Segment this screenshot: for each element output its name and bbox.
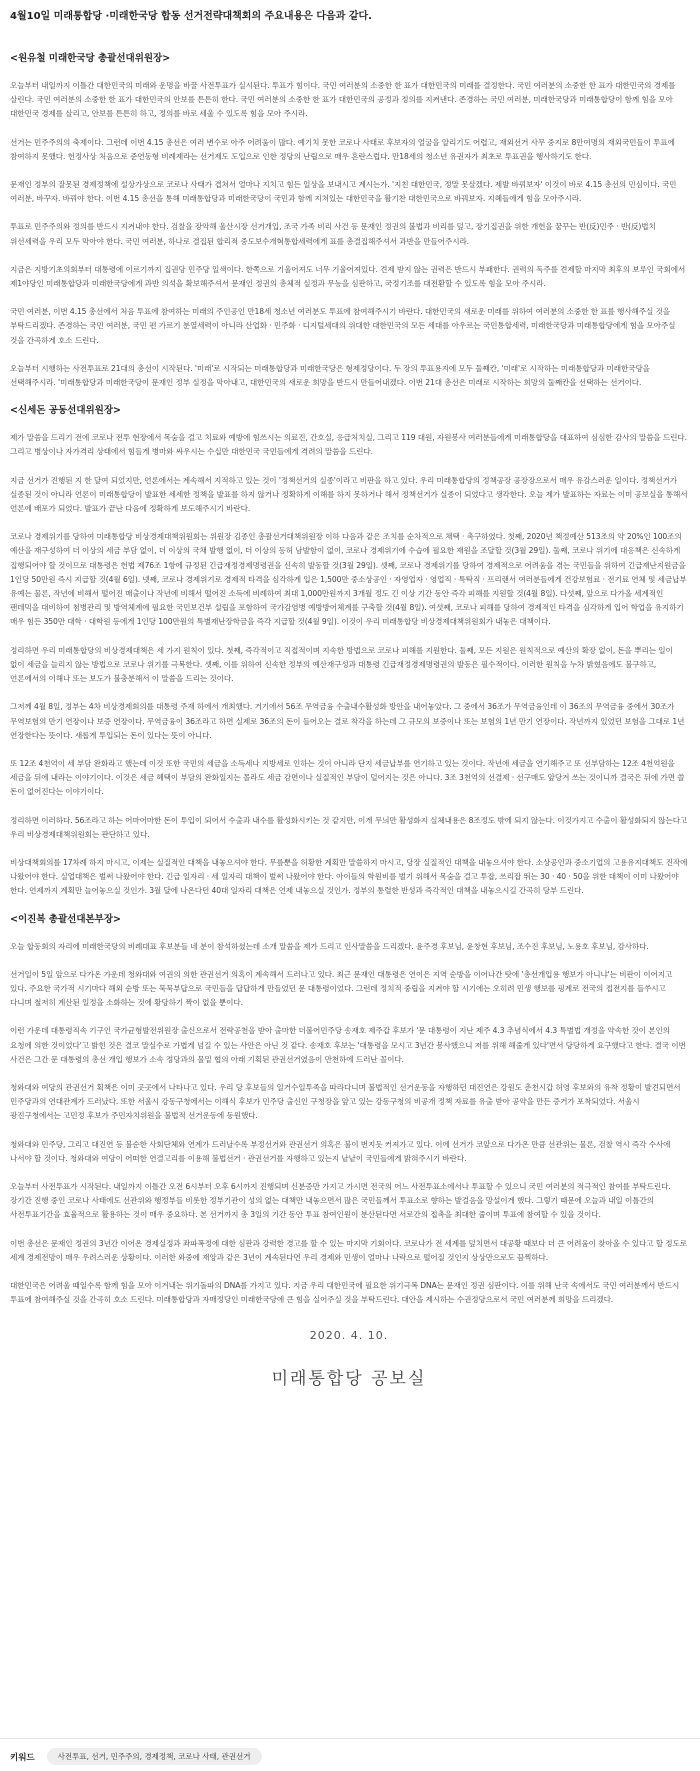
paragraph: 비상대책회의를 17차례 하지 마시고, 이제는 실질적인 대책을 내놓으셔야 한다. 무릎뿐을 허황한 계획만 말씀하지 마시고, 당장 실질적인 대책을 내놓으셔야 한다. 소상공인과 중소기업의 고용유지대책도 진작에 나왔어야 한다. 실업대책은 벌써 나왔어야 한다. 긴급 일자리 · 세 일자리 대책이 벌써 나왔어야 한다. 아이들의 학원비를 벌기 위해서 목숨을 걸고 투잡, 쓰리잡 뛰는 30 · 40 · 50을 위한 대책이 이미 나왔어야 한다. 언제까지 계획만 늘어놓으실 것인가. 3월 달에 나온다던 40대 일자리 대책은 언제 내놓으실 것인가. 정부의 통렬한 반성과 즉각적인 대책을 내놓으시길 간곡히 당부 드린다. xyxy=(10,857,688,896)
paragraph: 대한민국은 어려울 때일수록 함께 힘을 모아 이겨내는 위기돌파의 DNA를 가지고 있다. 지금 우리 대한민국에 필요한 위기극복 DNA는 문재인 정권 심판이다. 이를 위해 난국 속에서도 국민 여러분께서 반드시 투표에 참여해주실 것을 간곡히 호소 드린다. 미래통합당과 자매정당인 미래한국당에 큰 힘을 실어주실 것을 부탁드린다. 대안을 제시하는 수권정당으로서 국민 여러분께 희망을 드리겠다. xyxy=(10,1280,680,1305)
paragraph: 투표로 민주주의와 정의를 반드시 지켜내야 한다. 검찰을 장악해 울산시장 선거개입, 조국 가족 비리 사건 등 문재인 정권의 불법과 비리를 덮고, 장기집권을 위한 개헌을 꿈꾸는 반(反)민주 · 반(反)법치 위선세력을 우리 모두 막아야 한다. 국민 여러분, 하나로 결집된 합리적 중도보수개혁통합세력에게 표를 총결집해주셔서 과반을 만들어주시라. xyxy=(10,222,656,246)
section-heading: <이진복 총괄선대본부장> xyxy=(10,913,121,925)
keyword-tags[interactable]: 사전투표, 선거, 민주주의, 경제정책, 코로나 사태, 관권선거 xyxy=(47,1748,262,1765)
paragraph: 그저께 4월 8일, 정부는 4차 비상경제회의를 대통령 주재 하에서 개최했다. 거기에서 56조 무역금융 수출내수활성화 방안을 내어놓았다. 그 중에서 36조가 무역금융인데 이 36조의 무역금융 중에서 30조가 무역보험의 만기 연장이나 보증 연장이다. 무역금융이 36조라고 하면 실제로 36조의 돈이 들어오는 결로 착각을 하는데 그 규모의 보증이나 또는 보험의 1년 만기 연장이다. 작년까지 있었던 보험을 그대로 1년 연장한다는 뜻이다. 새롭게 투입되는 돈이 있다는 뜻이 아니다. xyxy=(10,702,685,740)
paragraph: 선거는 민주주의의 축제이다. 그런데 이번 4.15 총선은 여러 변수로 아주 어려움이 많다. 예기치 못한 코로나 사태로 후보자의 얼굴을 알리기도 어렵고, 재외선거 사무 중지로 8만여명의 재외국민들이 투표에 참여하지 못했다. 헌정사상 처음으로 준연동형 비례제라는 선거제도 도입으로 인한 정당의 난립으로 매우 혼란스럽다. 만18세의 청소년 유권자가 최초로 투표권을 행사하기도 한다. xyxy=(10,137,675,161)
paragraph: 문재인 정부의 잘못된 경제정책에 설상가상으로 코로나 사태가 겹쳐서 얼마나 지치고 힘든 일상을 보내시고 계시는가. '지친 대한민국, 정말 못살겠다. 제발 바꿔보자' 이것이 바로 4.15 총선의 민심이다. 국민 여러분, 바꾸자. 바꿔야 한다. 이번 4.15 총선을 통해 미래통합당과 미래한국당이 국민과 함께 지쳐있는 대한민국을 활기찬 대한민국으로 바꿔보자. 지혜들에게 힘을 모아주시라. xyxy=(10,180,677,204)
paragraph: 청와대와 여당의 관권선거 획책은 이미 곳곳에서 나타나고 있다. 우리 당 후보들의 일거수일투족을 따라다니며 불법적인 선거운동을 자행하던 대진연은 강원도 춘천시갑 허영 후보와의 유착 정황이 발견되면서 민주당과의 연대관계가 드러났다. 또한 서울시 강동구청에서는 이해식 후보가 민주당 출신인 구청장을 앞고 있는 강동구청의 비공개 정책 자료를 유출 받아 공약을 만든 증거가 포착되었다. 서울시 광진구청에서는 고민정 후보가 주민자치위원을 불법적 선거운동에 동원했다. xyxy=(10,1082,681,1121)
section-heading: <원유철 미래한국당 총괄선대위원장> xyxy=(10,53,171,64)
press-office: 미래통합당 공보실 xyxy=(271,1369,427,1390)
intro-line: 4월10일 미래통합당 ·미래한국당 합동 선거전략대책회의 주요내용은 다음과 같다. xyxy=(10,11,372,22)
paragraph: 정리하면 이러하다. 56조라고 하는 어마어마한 돈이 투입이 되어서 수출과 내수를 활성화시키는 것 같지만, 이게 무늬만 활성화지 실체내용은 8조정도 밖에 되지 않는다. 이것가지고 수출이 활성화되지 않는다고 우리 비상경제대책위원회는 판단하고 있다. xyxy=(10,815,688,839)
paragraph: 국민 여러분, 이번 4.15 총선에서 처음 투표에 참여하는 미래의 주인공인 만18세 청소년 여러분도 투표에 참여해주시기 바란다. 대한민국의 새로운 미래를 위하여 여러분의 소중한 한 표를 행사해주실 것을 부탁드리겠다. 존경하는 국민 여러분, 국민 편 가르기 분열세력이 아니라 산업화 · 민주화 · 디지털세대의 위대한 대한민국의 모든 세대를 아우르는 국민통합세력, 미래한국당과 미래통합당에게 힘을 모아주실 것을 간곡하게 호소 드린다. xyxy=(10,307,676,345)
keywords-bar xyxy=(10,1748,262,1765)
paragraph: 이번 총선은 문재인 정권의 3년간 이어온 경제실정과 좌파폭정에 대한 심판과 강력한 경고를 할 수 있는 마지막 기회이다. 코로나가 전 세계를 덮치면서 대공황 때보다 더 큰 어려움이 찾아올 수 있다고 할 정도로 세계 경제전망이 매우 우려스러운 상황이다. 이러한 와중에 재앙과 같은 3년이 계속된다면 우리 경제와 민생이 얼마나 나락으로 떨어질 것인지 상상만으로도 끔찍하다. xyxy=(10,1238,688,1262)
paragraph: 오늘 합동회의 자리에 미래한국당의 비례대표 후보분들 네 분이 참석하셨는데 소개 말씀을 제가 드리고 인사말씀을 드리겠다. 윤주경 후보님, 윤창현 후보님, 조수진 후보님, 노용호 후보님, 감사하다. xyxy=(10,941,649,951)
paragraph: 이런 가운데 대통령직속 기구인 국가균형발전위원장 출신으로서 전략공천을 받아 출마한 더불어민주당 송재호 제주갑 후보가 '문 대통령이 지난 제주 4.3 추념식에서 4.3 특별법 개정을 약속한 것이 본인의 요청에 의한 것이었다'고 밝힌 것은 결코 말실수로 가볍게 넘길 수 있는 사안은 아닌 것 같다. 송재호 후보는 '대통령을 모시고 3년간 봉사했으니 저를 위해 해줄게 있다'면서 당당하게 요구했다고 한다. 결국 이번 사건은 그간 문 대통령의 총선 개입 행보가 소속 정당과의 물밑 협의 아래 기획된 관권선거였음이 만천하에 드러난 꼴이다. xyxy=(10,1026,686,1064)
paragraph: 오늘부터 시행하는 사전투표로 21대의 총선이 시작된다. '미래'로 시작되는 미래통합당과 미래한국당은 형제정당이다. 두 장의 투표용지에 모두 둘째칸, '미래'로 시작하는 미래통합당과 미래한국당을 선택해주시라. '미래통합당과 미래한국당이 문재인 정부 실정을 막아내고, 대한민국의 새로운 희망을 반드시 만들어내겠다. 이번 21대 총선은 미래로 시작하는 희망의 둘째칸을 선택하는 선거이다. xyxy=(10,363,650,388)
paragraph: 지금 선거가 진행된 지 한 달여 되었지만, 언론에서는 계속해서 지적하고 있는 것이 '정책선거의 실종'이라고 비판을 하고 있다. 우리 미래통합당의 정책공장 공장장으로서 매우 유감스러운 일이다. 정책선거가 실종된 것이 아니라 언론이 미래통합당이 발표한 세세한 정책을 발표를 하지 않거나 정확하게 이해를 하지 못하거나 해서 정책선거가 실종이 되었다고 생각한다. 오늘 제가 발표하는 자료는 이미 공보실을 통해서 언론에 배포가 되었다. 발표가 끝난 다음에 정확하게 보도해주시기 바란다. xyxy=(10,475,688,514)
paragraph: 코로나 경제위기를 당하여 미래통합당 비상경제대책위원회는 위원장 김종인 총괄선거대책위원장 이하 다음과 같은 조치를 순차적으로 채택 · 촉구하였다. 첫째, 2020년 책정예산 513조의 약 20%인 100조의 예산을 재구성하여 더 이상의 세금 부담 없이, 더 이상의 국채 발행 없이, 더 이상의 등허 남발함이 없이, 코로나 경제위기에 수습에 필요한 재원을 조달할 것(3월 29일). 둘째, 코로나 위기에 대응책은 신속하게 집행되어야 할 것이므로 대통령은 헌법 제76조 1항에 규정된 긴급재정경제명령권을 신속히 발동할 것(3월 29일). 셋째, 코로나 경제위기를 당하여 경제적으로 어려움을 겪는 국민들을 위하여 긴급재난지원금을 1인당 50만원 즉시 지급할 것(4월 6일). 넷째, 코로나 경제위기로 경제적 타격을 심각하게 입은 1,500만 중소상공인 · 자영업자 · 영업직 · 특탁직 · 프리랜서 여러분들에게 건강보험료 · 전기료 연체 및 세금납부 유예는 물론, 작년에 비해서 떨어진 매출이나 작년에 비해서 떨어진 소득에 비례하여 최대 1,000만원까지 3개월 정도 긴 이상 기간 동안 즉각 피해를 지원할 것(4월 8일). 다섯째, 앞으로 다가올 세계적인 팬데믹을 대비하여 첨병관리 및 방역체계에 필요한 국민보건부 설립을 포함하여 국가감염병 예방방어체계를 구축할 것(4월 8일). 여섯째, 코로나 피해를 당하여 경제적인 타격을 심각하게 입어 학업을 유지하기 매우 힘든 350만 대학 · 대학원 등에게 1인당 100만원의 특별재난장학금을 즉각 지급할 것(4월 9일). 이것이 우리 미래통합당 비상경제대책위원회가 내놓은 대책이다. xyxy=(10,532,687,627)
release-date: 2020. 4. 10. xyxy=(309,1329,389,1343)
paragraph: 청와대와 민주당, 그리고 대진연 등 불순한 사회단체와 연계가 드러날수록 부정선거와 관권선거 의혹은 불이 번지듯 커져가고 있다. 이에 선거가 코앞으로 다가온 만큼 선관위는 물론, 검찰 역시 즉각 수사에 나서야 할 것이다. 청와대와 여당이 어떠한 연결고리를 이용해 불법선거 · 관권선거를 자행하고 있는지 낱낱이 국민들에게 밝혀주시기 바란다. xyxy=(10,1139,671,1163)
paragraph: 정리하면 우리 미래통합당의 비상경제대책은 세 가지 원칙이 있다. 첫째, 즉각적이고 직접적이며 지속한 방법으로 코로나 피해를 지원한다. 둘째, 모든 지원은 원칙적으로 예산의 확장 없이, 돈을 뿌리는 일이 없이 세금을 늘리지 않는 방법으로 코로나 위기를 극복한다. 셋째, 이를 위하여 신속한 정부의 예산재구성과 대통령 긴급재정경제명령권의 발동은 필수적이다. 이러한 원칙을 누차 밝혔음에도 불구하고, 언론에서의 이해나 또는 보도가 불충분해서 이 말씀을 드리는 것이다. xyxy=(10,645,673,684)
paragraph: 제가 말씀을 드리기 전에 코로나 전투 현장에서 목숨을 걸고 치료와 예방에 힘쓰시는 의료진, 간호실, 응급처치실, 그리고 119 대원, 자원봉사 여러분들에게 미래통합당을 대표하여 심심한 감사의 말씀을 드린다. 그리고 병상이나 자가격리 상태에서 힘들게 병마와 싸우시는 수십만 대한민국 국민들에게 격려의 말씀을 드린다. xyxy=(10,433,687,457)
keywords-label: 키워드 xyxy=(10,1752,35,1763)
footer-divider xyxy=(0,1738,700,1739)
paragraph: 오늘부터 사전투표가 시작된다. 내일까지 이틀간 오전 6시부터 오후 6시까지 진행되며 신분증만 가지고 가시면 전국의 어느 사전투표소에서나 투표할 수 있으니 국민 여러분의 적극적인 참여를 부탁드린다. 장기간 진행 중인 코로나 사태에도 선관위와 행정부들 비롯한 정부기관이 성의 없는 대책만 내놓으면서 많은 국민들께서 투표소로 향하는 발걸음을 망설이게 했다. 그렇기 때문에 오늘과 내일 이틀간의 사전투표기간을 효율적으로 활용하는 것이 매우 중요하다. 본 선거까지 총 3일의 기간 동안 투표 참여인원이 분산된다면 서로간의 접촉을 최대한 줄이며 투표에 참여할 수 있을 것이다. xyxy=(10,1181,671,1220)
paragraph: 오늘부터 내일까지 이틀간 대한민국의 미래와 운명을 바꿀 사전투표가 실시된다. 투표가 힘이다. 국민 여러분의 소중한 한 표가 대한민국의 미래를 결정한다. 국민 여러분의 소중한 한 표가 대한민국의 경제를 살린다. 국민 여러분의 소중한 한 표가 대한민국의 안보를 튼튼히 한다. 국민 여러분의 소중한 한 표가 대한민국의 공정과 정의를 지켜낸다. 존경하는 국민 여러분, 미래한국당과 미래통합당이 함께 힘을 모아 대한민국 경제를 살리고, 안보를 튼튼히 하고, 정의를 바로 세울 수 있도록 힘을 모아 주시라. xyxy=(10,81,676,119)
paragraph: 또 12조 4천억이 세 부담 완화라고 했는데 이것 또한 국민의 세금을 소득세나 지방세로 인하는 것이 아니라 단지 세금납부를 연기하고 있는 것이다. 작년에 세금을 연기해주고 또 선부담하는 12조 4천억원을 세금을 뒤에 내라는 이야기이다. 이것은 세금 혜택이 부담의 완화일지는 몰라도 세금 감면이나 실질적인 부담이 덜어지는 것은 아니다. 3조 3천억의 선결제 · 선구매도 앞당겨 쓰는 것이니까 결국은 뒤에 가면 쓸 돈이 없어진다는 이야기이다. xyxy=(10,758,685,797)
section-heading: <신세돈 공동선대위원장> xyxy=(10,405,121,417)
paragraph: 지금은 지방기초의회부터 대통령에 이르기까지 집권당 민주당 일색이다. 한쪽으로 기울어져도 너무 기울어져있다. 견제 받지 않는 권력은 반드시 부패한다. 권력의 독주를 견제할 마지막 최후의 보루인 국회에서 제1야당인 미래통합당과 미래한국당에게 과반 의석을 확보해주셔서 문재인 정권의 총체적 실정과 무능을 심판하고, 국정기조를 대전환할 수 있도록 힘을 모아 주시라. xyxy=(10,264,686,289)
paragraph: 선거일이 5일 앞으로 다가온 가운데 청와대와 여권의 의한 관권선거 의혹이 계속해서 드러나고 있다. 최근 문재인 대통령은 연이은 지역 순방을 이어나간 탓에 '총선개입용 행보가 아니냐'는 비판이 이어지고 있다. 주요한 국가적 시기마다 해외 순방 또는 묵묵부답으로 국민들을 답답하게 만들었던 문 대통령이었다. 그런데 정치적 중립을 지켜야 할 시기에는 오히려 민생 행보를 핑계로 전국의 접전지를 들쑤시고 다니며 철저히 계산된 일정을 소화하는 것에 황당하기 짝이 없을 뿐이다. xyxy=(10,969,673,1008)
